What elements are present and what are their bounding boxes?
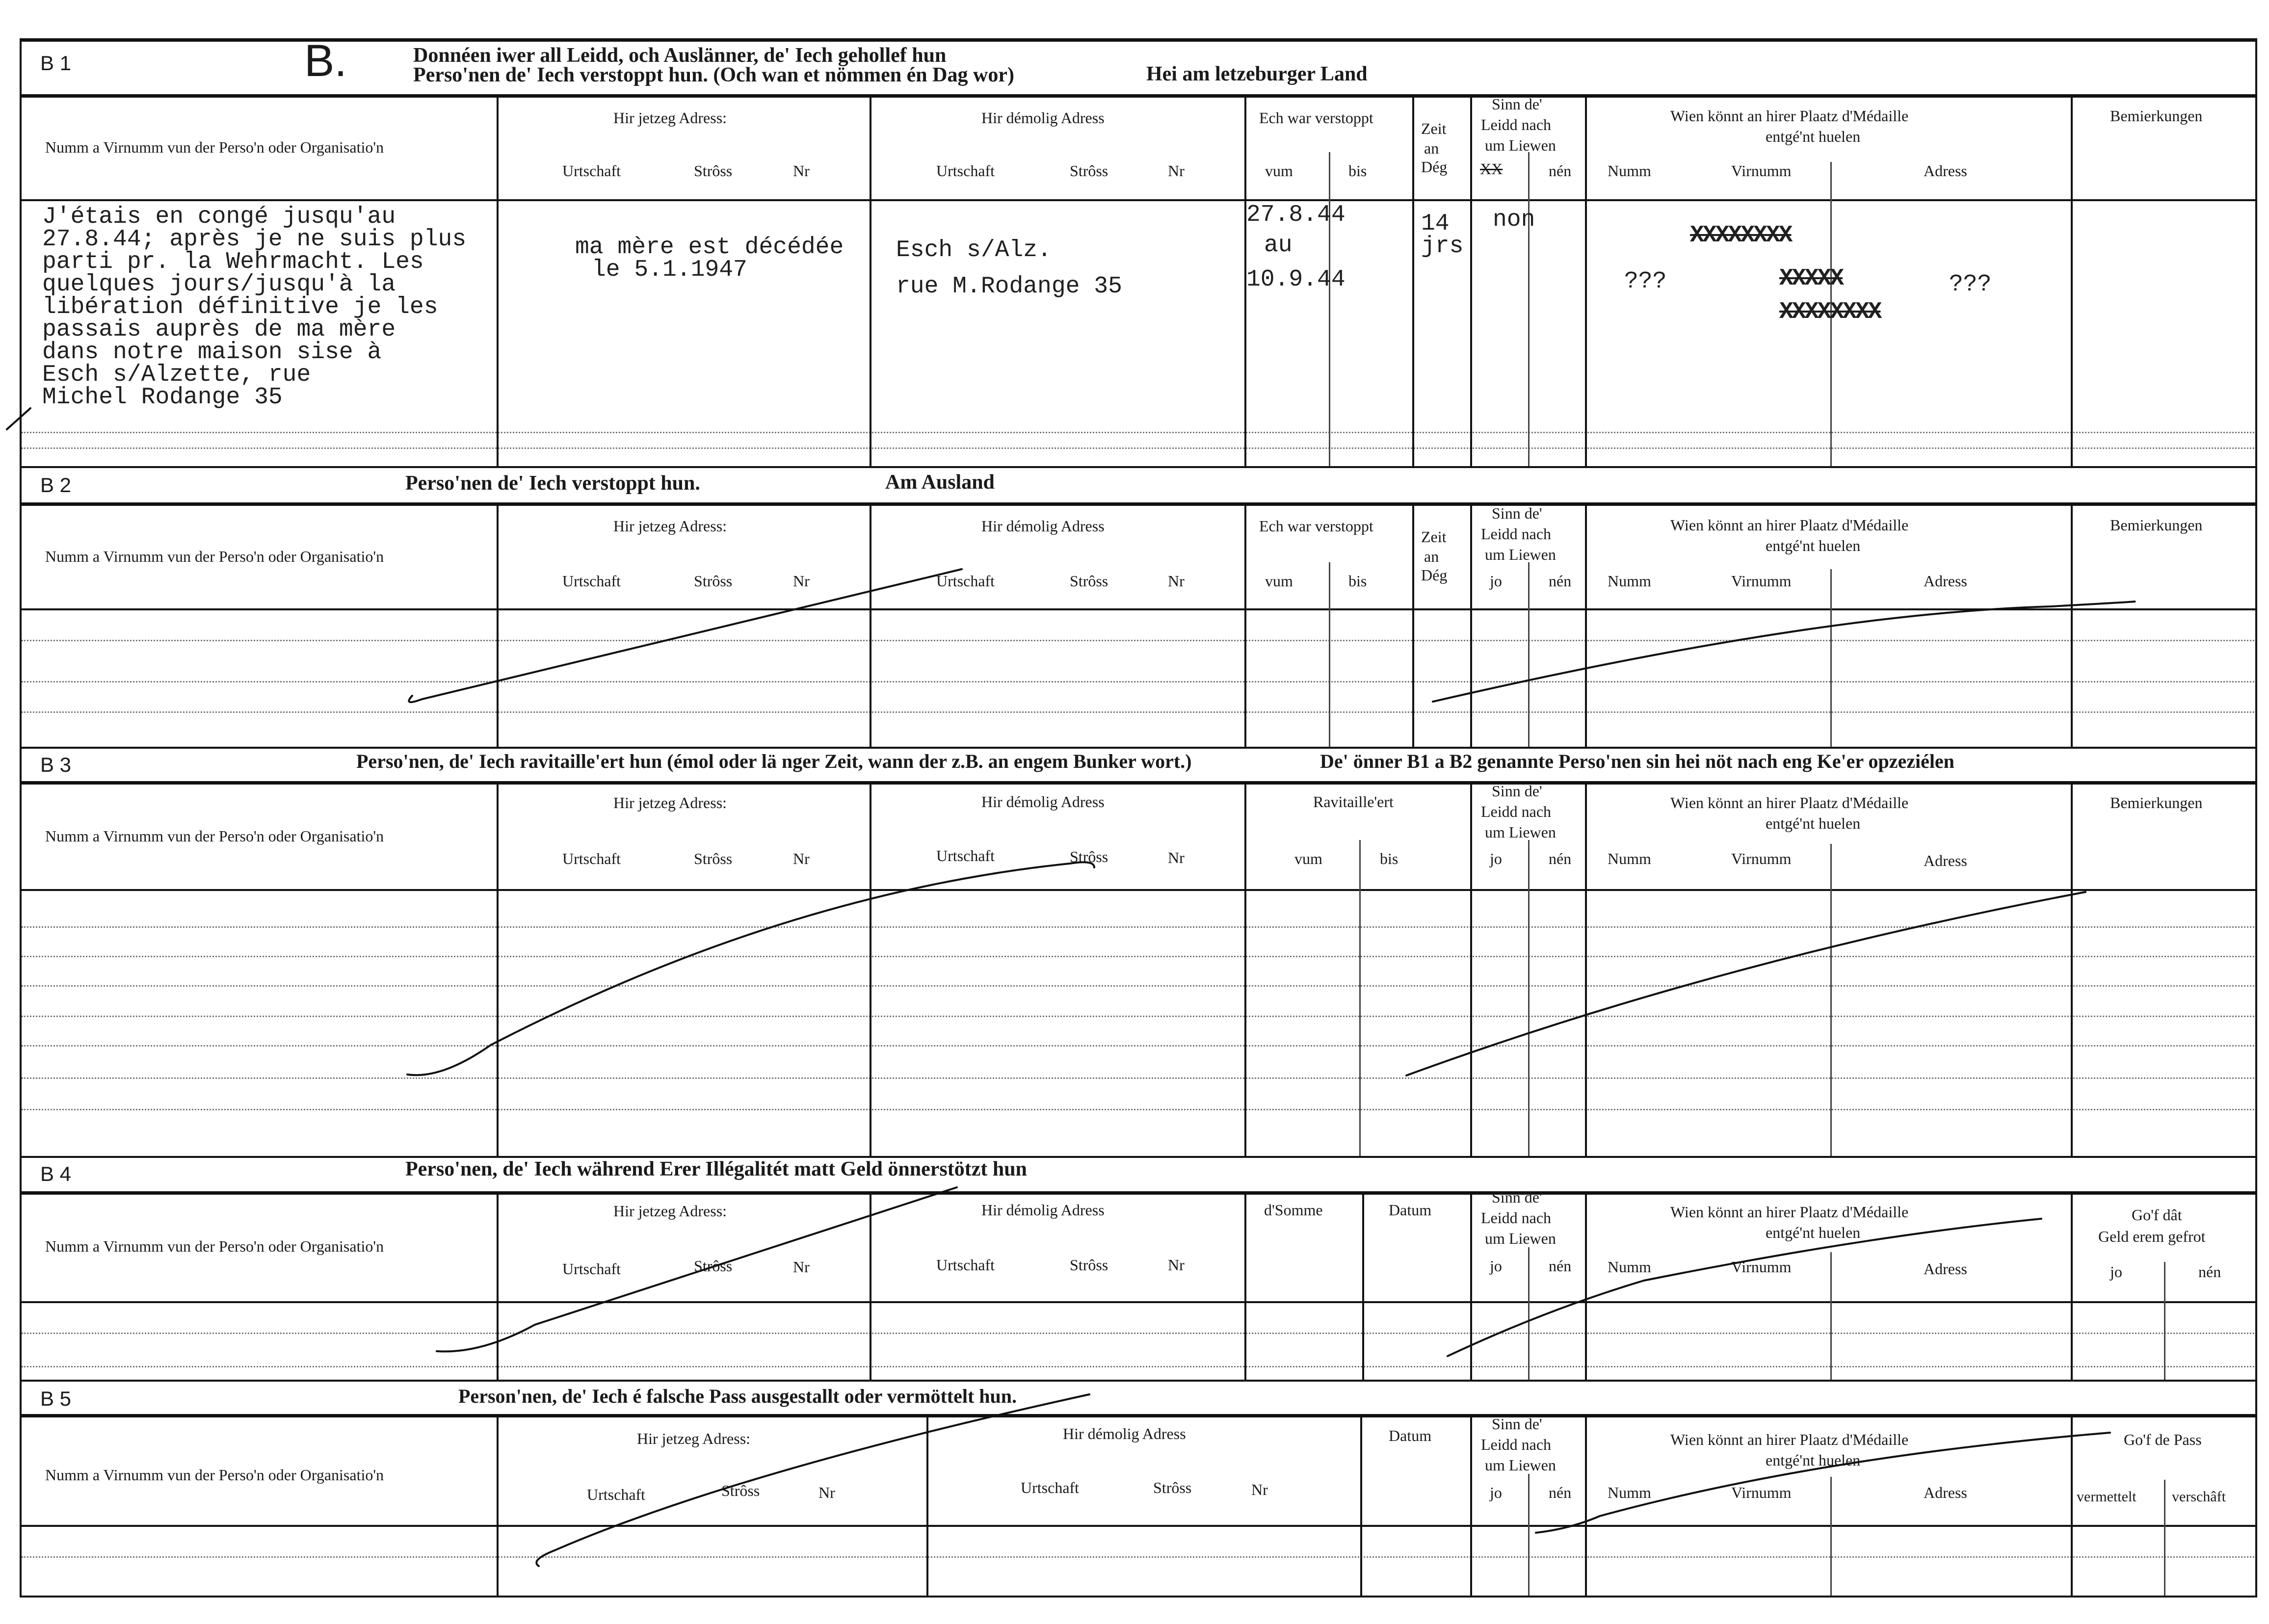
col-remarks-header: Bemierkungen — [2110, 107, 2203, 125]
sub-locality: Urtschaft — [562, 1260, 621, 1278]
sub-nr: Nr — [818, 1484, 835, 1501]
sub-street: Strôss — [1070, 848, 1108, 865]
col-former-address-header: Hir démolig Adress — [981, 109, 1105, 127]
col-medal-header: Wien könnt an hirer Plaatz d'Médaille — [1670, 794, 1909, 812]
strike-b2-left — [409, 569, 962, 702]
col-date-header: Datum — [1389, 1201, 1432, 1219]
col-name-header: Numm a Virnumm vun der Perso'n oder Organisatio'n — [45, 548, 384, 565]
col-alive-header: Sinn de' — [1492, 1415, 1542, 1433]
sub-nr: Nr — [793, 572, 810, 590]
sub-address: Adress — [1924, 572, 1967, 590]
col-pass-header: Go'f de Pass — [2124, 1431, 2202, 1448]
sub-from: vum — [1265, 162, 1293, 180]
sub-name: Numm — [1608, 850, 1651, 867]
strike-b5-left — [536, 1394, 1089, 1566]
sub-to: bis — [1348, 572, 1367, 590]
col-medal-header: Wien könnt an hirer Plaatz d'Médaille — [1670, 1431, 1909, 1448]
sub-from: vum — [1265, 572, 1293, 590]
col-former-address-header: Hir démolig Adress — [1063, 1425, 1186, 1442]
section-id: B 4 — [40, 1162, 72, 1185]
col-alive-header-3: um Liewen — [1485, 136, 1556, 154]
sub-address: Adress — [1924, 162, 1967, 180]
sub-name: Numm — [1608, 572, 1651, 590]
col-alive-header-2: Leidd nach — [1481, 116, 1552, 133]
entry-alive-answer: non — [1493, 207, 1535, 233]
entry-current-address-date: le 5.1.1947 — [592, 257, 747, 283]
entry-line: passais auprès de ma mère — [42, 316, 396, 343]
strike-b4-right — [1448, 1219, 2041, 1356]
entry-hidden-connector: au — [1264, 232, 1293, 259]
section-title: Person'nen, de' Iech é falsche Pass ausgestallt oder vermöttelt hun. — [458, 1385, 1017, 1407]
col-current-address-header: Hir jetzeg Adress: — [613, 794, 727, 812]
col-medal-header: Wien könnt an hirer Plaatz d'Médaille — [1670, 516, 1909, 534]
sub-from: vum — [1294, 850, 1322, 867]
sub-address: Adress — [1924, 1484, 1967, 1501]
entry-medal-unknown: ??? — [1624, 268, 1667, 295]
entry-line: Michel Rodange 35 — [42, 384, 283, 411]
entry-former-street: rue M.Rodange 35 — [896, 273, 1122, 300]
sub-nr: Nr — [1168, 849, 1185, 866]
section-title-right: Am Ausland — [885, 471, 995, 494]
col-alive-header-3: um Liewen — [1485, 546, 1556, 563]
col-medal-header-2: entgé'nt huelen — [1766, 537, 1861, 554]
section-id: B 5 — [40, 1387, 72, 1410]
entry-current-address: ma mère est décédée — [575, 234, 844, 261]
sub-nr: Nr — [1168, 572, 1185, 590]
sub-nr: Nr — [793, 1258, 810, 1276]
section-id: B 3 — [40, 753, 72, 776]
col-current-address-header: Hir jetzeg Adress: — [613, 109, 727, 127]
col-current-address-header: Hir jetzeg Adress: — [613, 517, 727, 535]
sub-no: nén — [1549, 850, 1572, 867]
col-remarks-header: Bemierkungen — [2110, 516, 2203, 534]
sub-firstname: Virnumm — [1731, 162, 1792, 180]
sub-locality: Urtschaft — [562, 162, 621, 180]
col-former-address-header: Hir démolig Adress — [981, 793, 1105, 811]
sub-locality: Urtschaft — [587, 1486, 646, 1503]
sub-to: bis — [1380, 850, 1398, 867]
sub-name: Numm — [1608, 162, 1651, 180]
sub-firstname: Virnumm — [1731, 1484, 1792, 1501]
entry-days-unit: jrs — [1421, 233, 1464, 260]
sub-street: Strôss — [694, 1257, 733, 1275]
strike-b5-right — [1536, 1433, 2110, 1533]
entry-line: Esch s/Alzette, rue — [42, 362, 311, 388]
section-id: B 2 — [40, 473, 72, 497]
sub-street: Strôss — [1070, 1256, 1108, 1274]
sub-yes: jo — [1490, 1257, 1502, 1275]
col-gave-back-header-2: Geld erem gefrot — [2098, 1228, 2206, 1245]
sub-no: nén — [1549, 1484, 1572, 1501]
col-time-header-2: an — [1424, 139, 1439, 157]
col-alive-header: Sinn de' — [1492, 782, 1542, 800]
sub-street: Strôss — [721, 1482, 760, 1499]
entry-hidden-from: 27.8.44 — [1246, 202, 1346, 228]
col-alive-header-3: um Liewen — [1485, 1230, 1556, 1247]
sub-nr: Nr — [1168, 1256, 1185, 1274]
col-hidden-header: Ech war verstoppt — [1259, 517, 1373, 535]
section-title: Donnéen iwer all Leidd, och Auslänner, de' Iech gehollef hun — [413, 44, 947, 67]
sub-firstname: Virnumm — [1731, 850, 1792, 867]
entry-former-locality: Esch s/Alz. — [896, 237, 1052, 263]
section-title-right: De' önner B1 a B2 genannte Perso'nen sin hei nöt nach eng Ke'er opzeziélen — [1320, 750, 1954, 772]
margin-check-mark — [7, 408, 30, 429]
entry-line: J'étais en congé jusqu'au — [42, 204, 396, 230]
col-time-header: Zeit — [1421, 528, 1447, 546]
col-medal-header: Wien könnt an hirer Plaatz d'Médaille — [1670, 107, 1909, 125]
col-medal-header-2: entgé'nt huelen — [1766, 128, 1861, 145]
col-alive-header-3: um Liewen — [1485, 823, 1556, 841]
sub-street: Strôss — [694, 572, 733, 590]
col-name-header: Numm a Virnumm vun der Perso'n oder Organisatio'n — [45, 1237, 384, 1255]
entry-days-number: 14 — [1421, 210, 1450, 237]
strike-b3-left — [407, 862, 1094, 1075]
entry-line: quelques jours/jusqu'à la — [42, 271, 396, 298]
col-date-header: Datum — [1389, 1427, 1432, 1444]
col-sum-header: d'Somme — [1264, 1201, 1323, 1219]
sub-name: Numm — [1608, 1258, 1651, 1276]
col-medal-header-2: entgé'nt huelen — [1766, 814, 1861, 832]
sub-locality: Urtschaft — [562, 572, 621, 590]
sub-to: bis — [1348, 162, 1367, 180]
sub-issued: verschâft — [2172, 1489, 2226, 1505]
col-name-header: Numm a Virnumm vun der Perso'n oder Organisatio'n — [45, 138, 384, 156]
entry-medal-struck: XXXXXXXX — [1690, 222, 1792, 249]
sub-yes: jo — [2110, 1263, 2122, 1281]
entry-line: 27.8.44; après je ne suis plus — [42, 226, 467, 253]
col-alive-header-2: Leidd nach — [1481, 1436, 1552, 1453]
col-alive-header: Sinn de' — [1492, 95, 1542, 113]
sub-no: nén — [2198, 1263, 2221, 1281]
sub-address: Adress — [1924, 1260, 1967, 1278]
sub-locality: Urtschaft — [936, 847, 995, 864]
col-hidden-header: Ech war verstoppt — [1259, 109, 1373, 127]
col-alive-header-2: Leidd nach — [1481, 1209, 1552, 1227]
section-title: Perso'nen, de' Iech ravitaille'ert hun (émol oder lä nger Zeit, wann der z.B. an engem Bunker wort.) — [356, 750, 1192, 772]
section-title: Perso'nen, de' Iech während Erer Illégalitét matt Geld önnerstötzt hun — [405, 1158, 1027, 1180]
col-time-header-2: an — [1424, 548, 1439, 565]
sub-locality: Urtschaft — [936, 162, 995, 180]
col-current-address-header: Hir jetzeg Adress: — [613, 1202, 727, 1220]
strike-b2-right — [1433, 602, 2135, 702]
sub-no: nén — [1549, 1257, 1572, 1275]
sub-no: nén — [1549, 162, 1572, 180]
entry-line: dans notre maison sise à — [42, 339, 382, 366]
sub-nr: Nr — [793, 850, 810, 867]
col-alive-header: Sinn de' — [1492, 504, 1542, 522]
sub-street: Strôss — [694, 850, 733, 867]
sub-yes: jo — [1490, 850, 1502, 867]
sub-arranged: vermettelt — [2077, 1489, 2137, 1505]
sub-yes: jo — [1490, 1484, 1502, 1501]
sub-locality: Urtschaft — [1021, 1479, 1080, 1496]
sub-nr: Nr — [1251, 1481, 1268, 1498]
col-time-header-3: Dég — [1421, 158, 1448, 176]
sub-no: nén — [1549, 572, 1572, 590]
col-medal-header: Wien könnt an hirer Plaatz d'Médaille — [1670, 1203, 1909, 1221]
entry-line: parti pr. la Wehrmacht. Les — [42, 249, 424, 275]
col-time-header-3: Dég — [1421, 566, 1448, 584]
col-name-header: Numm a Virnumm vun der Perso'n oder Organisatio'n — [45, 1466, 384, 1484]
col-current-address-header: Hir jetzeg Adress: — [637, 1430, 751, 1447]
sub-nr: Nr — [1168, 162, 1185, 180]
entry-line: libération définitive je les — [42, 294, 438, 320]
entry-medal-struck: XXXXX — [1779, 265, 1843, 292]
section-id: B 1 — [40, 52, 72, 75]
sub-firstname: Virnumm — [1731, 1258, 1792, 1276]
section-title: Perso'nen de' Iech verstoppt hun. — [405, 472, 700, 495]
sub-name: Numm — [1608, 1484, 1651, 1501]
entry-medal-unknown: ??? — [1949, 271, 1992, 298]
sub-locality: Urtschaft — [936, 1256, 995, 1274]
col-alive-header-2: Leidd nach — [1481, 803, 1552, 820]
col-supplied-header: Ravitaille'ert — [1313, 793, 1394, 811]
col-former-address-header: Hir démolig Adress — [981, 517, 1105, 535]
sub-yes-struck: XX — [1480, 160, 1503, 178]
col-former-address-header: Hir démolig Adress — [981, 1201, 1105, 1219]
col-name-header: Numm a Virnumm vun der Perso'n oder Organisatio'n — [45, 827, 384, 845]
entry-hidden-to: 10.9.44 — [1246, 266, 1346, 293]
big-letter: B. — [304, 36, 347, 86]
col-gave-back-header: Go'f dât — [2132, 1206, 2182, 1224]
sub-street: Strôss — [694, 162, 733, 180]
sub-yes: jo — [1490, 572, 1502, 590]
entry-medal-struck: XXXXXXXX — [1779, 299, 1881, 325]
col-alive-header-2: Leidd nach — [1481, 525, 1552, 543]
col-alive-header-3: um Liewen — [1485, 1456, 1556, 1474]
col-alive-header: Sinn de' — [1492, 1188, 1542, 1206]
col-remarks-header: Bemierkungen — [2110, 794, 2203, 812]
sub-street: Strôss — [1070, 572, 1108, 590]
sub-street: Strôss — [1070, 162, 1108, 180]
sub-address: Adress — [1924, 852, 1967, 869]
strike-b4-left — [437, 1187, 957, 1352]
section-title-right: Hei am letzeburger Land — [1146, 63, 1368, 85]
sub-locality: Urtschaft — [936, 572, 995, 590]
sub-street: Strôss — [1153, 1479, 1192, 1496]
col-time-header: Zeit — [1421, 120, 1447, 137]
sub-nr: Nr — [793, 162, 810, 180]
sub-firstname: Virnumm — [1731, 572, 1792, 590]
col-medal-header-2: entgé'nt huelen — [1766, 1451, 1861, 1469]
sub-locality: Urtschaft — [562, 850, 621, 867]
section-title-2: Perso'nen de' Iech verstoppt hun. (Och wan et nömmen én Dag wor) — [413, 64, 1014, 86]
strike-b3-right — [1406, 892, 2085, 1075]
col-medal-header-2: entgé'nt huelen — [1766, 1224, 1861, 1241]
